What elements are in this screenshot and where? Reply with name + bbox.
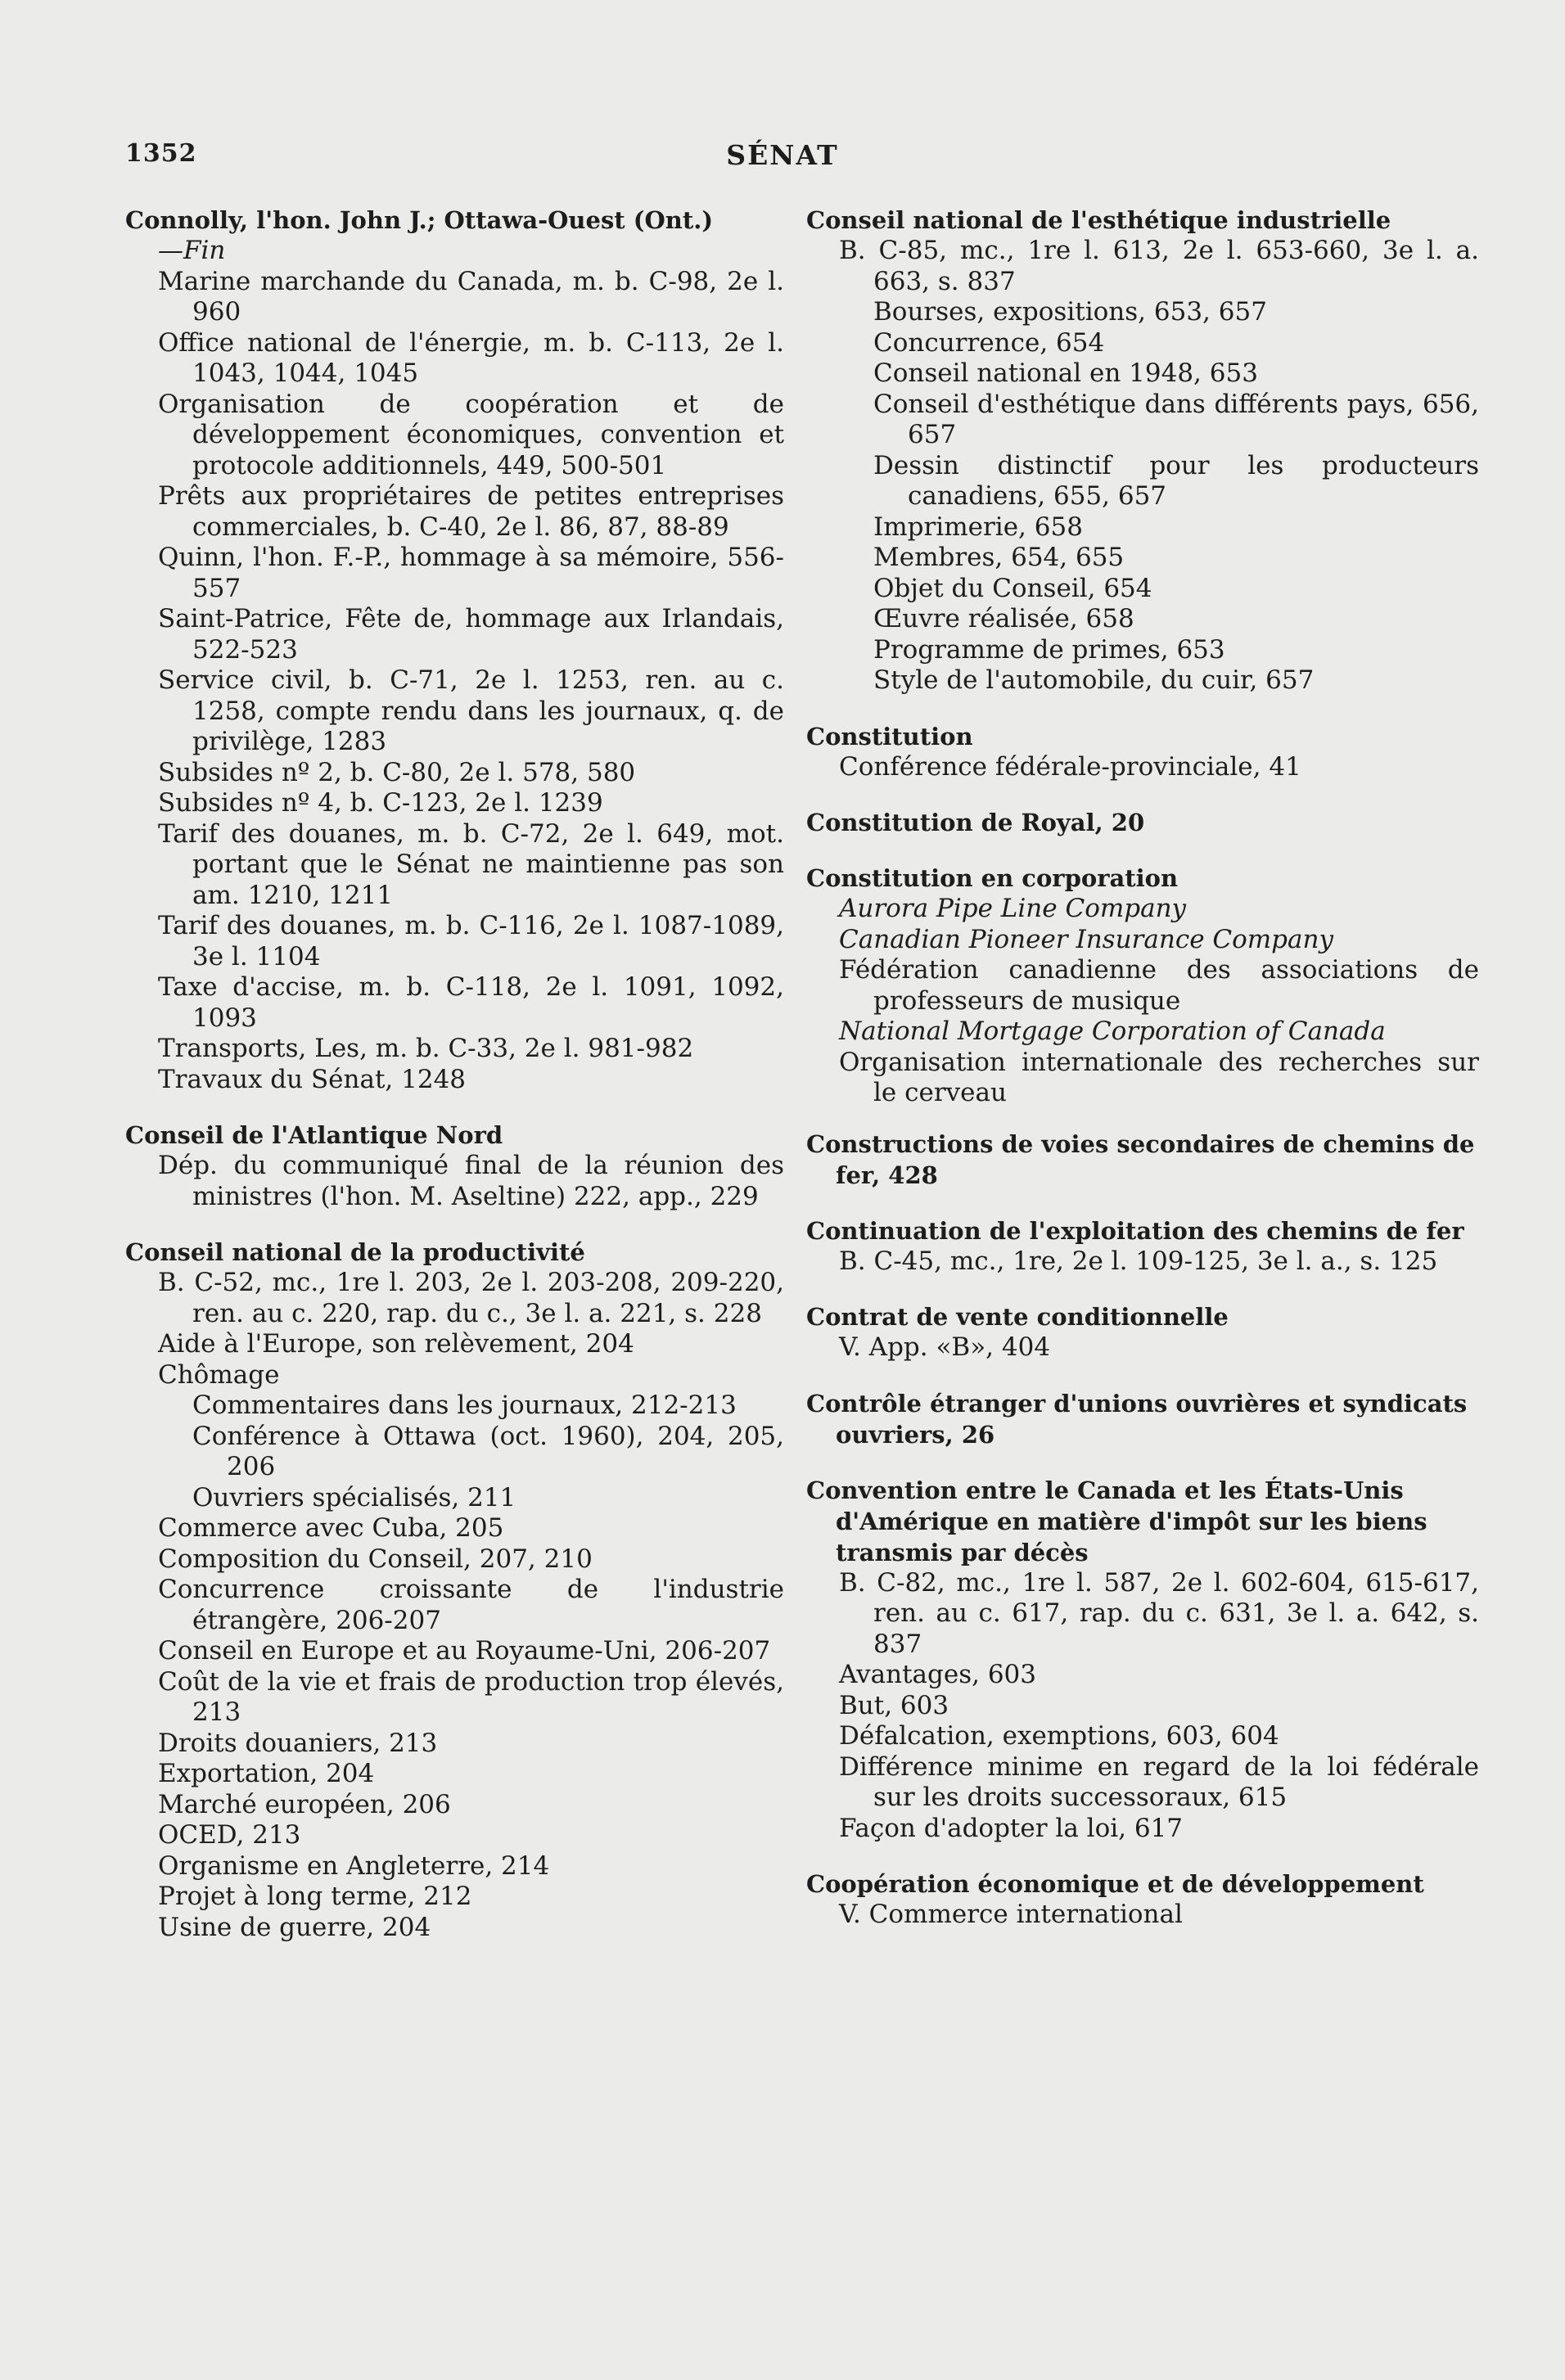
index-subentry: OCED, 213 [158, 1820, 301, 1850]
index-heading: Coopération économique et de développement [806, 1870, 1424, 1898]
index-subentry: Objet du Conseil, 654 [873, 573, 1152, 603]
index-subentry: Programme de primes, 653 [873, 634, 1225, 665]
index-subentry: Chômage [158, 1359, 280, 1390]
index-subentry: Aurora Pipe Line Company [839, 894, 1187, 923]
index-subentry: Organisation de coopération et de développement économiques, convention et protocole additionnels, 449, 500-501 [158, 389, 784, 480]
index-subentry: Organisme en Angleterre, 214 [158, 1850, 550, 1881]
index-subentry: Différence minime en regard de la loi fédérale sur les droits successoraux, 615 [839, 1751, 1479, 1812]
index-subentry: Œuvre réalisée, 658 [873, 604, 1134, 633]
index-subentry: Travaux du Sénat, 1248 [158, 1064, 467, 1094]
index-subentry: Avantages, 603 [839, 1660, 1037, 1689]
index-subentry: Canadian Pioneer Insurance Company [839, 924, 1333, 954]
index-subentry: B. C-52, mc., 1re l. 203, 2e l. 203-208, 209-220, ren. au c. 220, rap. du c., 3e l. a. 221, s. 228 [158, 1268, 784, 1328]
index-subentry: Projet à long terme, 212 [158, 1882, 472, 1911]
index-heading: Constructions de voies secondaires de chemins de fer, 428 [806, 1129, 1475, 1189]
index-subentry: Concurrence, 654 [873, 327, 1105, 358]
index-subentry: V. Commerce international [839, 1900, 1183, 1929]
index-subentry: Subsides nº 4, b. C-123, 2e l. 1239 [158, 788, 603, 818]
index-subentry: Conseil d'esthétique dans différents pays, 656, 657 [873, 389, 1479, 449]
index-subentry: —Fin [158, 236, 226, 265]
index-subentry: Conférence fédérale-provinciale, 41 [839, 751, 1301, 782]
index-heading: Conseil national de l'esthétique industrielle [806, 206, 1391, 234]
index-entry [806, 721, 1479, 783]
index-entry [806, 863, 1479, 1109]
index-subentry: Membres, 654, 655 [873, 543, 1125, 572]
index-subentry: National Mortgage Corporation of Canada [839, 1016, 1386, 1046]
index-subentry: Office national de l'énergie, m. b. C-113, 2e l. 1043, 1044, 1045 [158, 327, 784, 388]
index-subentry: Dép. du communiqué final de la réunion des ministres (l'hon. M. Aseltine) 222, app., 229 [158, 1151, 784, 1211]
index-subentry: Marché européen, 206 [158, 1789, 451, 1819]
page-number: 1352 [125, 139, 197, 168]
index-subentry: V. App. «B», 404 [839, 1332, 1051, 1362]
index-subentry: B. C-45, mc., 1re, 2e l. 109-125, 3e l. a., s. 125 [839, 1246, 1438, 1276]
running-head: SÉNAT [726, 139, 839, 171]
index-subentry: Commentaires dans les journaux, 212-213 [192, 1391, 737, 1420]
index-entry [806, 205, 1479, 696]
index-subentry: Composition du Conseil, 207, 210 [158, 1544, 593, 1574]
index-subentry: Tarif des douanes, m. b. C-72, 2e l. 649, mot. portant que le Sénat ne maintienne pas son am. 1210, 1211 [158, 818, 784, 910]
index-heading: Constitution en corporation [806, 864, 1179, 892]
index-subentry: Imprimerie, 658 [873, 512, 1083, 542]
index-heading: Constitution [806, 722, 973, 751]
index-heading: Continuation de l'exploitation des chemins de fer [806, 1216, 1464, 1245]
index-subentry: Conseil national en 1948, 653 [873, 358, 1258, 388]
index-subentry: Coût de la vie et frais de production trop élevés, 213 [158, 1666, 784, 1727]
index-subentry: Taxe d'accise, m. b. C-118, 2e l. 1091, 1092, 1093 [158, 972, 784, 1033]
index-subentry: B. C-85, mc., 1re l. 613, 2e l. 653-660, 3e l. a. 663, s. 837 [839, 236, 1479, 296]
index-entry [806, 807, 1479, 838]
index-subentry: Bourses, expositions, 653, 657 [873, 297, 1267, 327]
index-subentry: Concurrence croissante de l'industrie étrangère, 206-207 [158, 1575, 784, 1635]
index-heading: Connolly, l'hon. John J.; Ottawa-Ouest (Ont.) [125, 206, 714, 234]
index-entry [806, 1129, 1479, 1191]
index-heading: Conseil national de la productivité [125, 1238, 585, 1266]
index-subentry: Prêts aux propriétaires de petites entreprises commerciales, b. C-40, 2e l. 86, 87, 88-89 [158, 481, 784, 542]
index-subentry: Quinn, l'hon. F.-P., hommage à sa mémoire, 556-557 [158, 543, 784, 603]
index-entry [806, 1215, 1479, 1278]
index-subentry: Fédération canadienne des associations de professeurs de musique [839, 955, 1479, 1016]
index-entry [806, 1301, 1479, 1364]
index-subentry: Subsides nº 2, b. C-80, 2e l. 578, 580 [158, 757, 636, 787]
index-subentry: Marine marchande du Canada, m. b. C-98, 2e l. 960 [158, 266, 784, 327]
index-subentry: Aide à l'Europe, son relèvement, 204 [158, 1329, 634, 1359]
index-subentry: Service civil, b. C-71, 2e l. 1253, ren. au c. 1258, compte rendu dans les journaux, q. de privilège, 1283 [158, 665, 784, 756]
index-subentry: Conférence à Ottawa (oct. 1960), 204, 205, 206 [192, 1421, 784, 1481]
index-subentry: Dessin distinctif pour les producteurs canadiens, 655, 657 [873, 450, 1479, 511]
index-subentry: Organisation internationale des recherches sur le cerveau [839, 1047, 1479, 1107]
index-heading: Constitution de Royal, 20 [806, 809, 1145, 836]
index-entry [125, 1120, 784, 1212]
index-subentry: Transports, Les, m. b. C-33, 2e l. 981-982 [158, 1034, 694, 1063]
index-entry [125, 205, 784, 1095]
index-right-column [806, 205, 1479, 1950]
index-subentry: Conseil en Europe et au Royaume-Uni, 206-207 [158, 1636, 771, 1666]
index-subentry: Commerce avec Cuba, 205 [158, 1513, 504, 1543]
index-subentry: Exportation, 204 [158, 1759, 375, 1788]
index-subentry: Ouvriers spécialisés, 211 [192, 1482, 516, 1512]
index-subentry: Défalcation, exemptions, 603, 604 [839, 1721, 1279, 1751]
index-subentry: Saint-Patrice, Fête de, hommage aux Irlandais, 522-523 [158, 604, 784, 665]
index-entry [806, 1475, 1479, 1845]
index-subentry: Usine de guerre, 204 [158, 1912, 431, 1942]
index-subentry: B. C-82, mc., 1re l. 587, 2e l. 602-604, 615-617, ren. au c. 617, rap. du c. 631, 3e l. a. 642, s. 837 [839, 1567, 1479, 1659]
index-subentry: But, 603 [839, 1690, 949, 1720]
index-subentry: Façon d'adopter la loi, 617 [839, 1813, 1184, 1843]
index-subentry: Tarif des douanes, m. b. C-116, 2e l. 1087-1089, 3e l. 1104 [158, 911, 784, 971]
index-entry [806, 1868, 1479, 1931]
index-heading: Conseil de l'Atlantique Nord [125, 1121, 503, 1149]
index-heading: Convention entre le Canada et les États-Unis d'Amérique en matière d'impôt sur les biens transmis par décès [806, 1476, 1427, 1566]
index-heading: Contrôle étranger d'unions ouvrières et syndicats ouvriers, 26 [806, 1389, 1468, 1449]
index-entry [806, 1388, 1479, 1450]
index-left-column [125, 205, 784, 1968]
index-subentry: Style de l'automobile, du cuir, 657 [873, 665, 1315, 695]
index-heading: Contrat de vente conditionnelle [806, 1303, 1229, 1331]
index-entry [125, 1237, 784, 1943]
index-subentry: Droits douaniers, 213 [158, 1728, 438, 1758]
